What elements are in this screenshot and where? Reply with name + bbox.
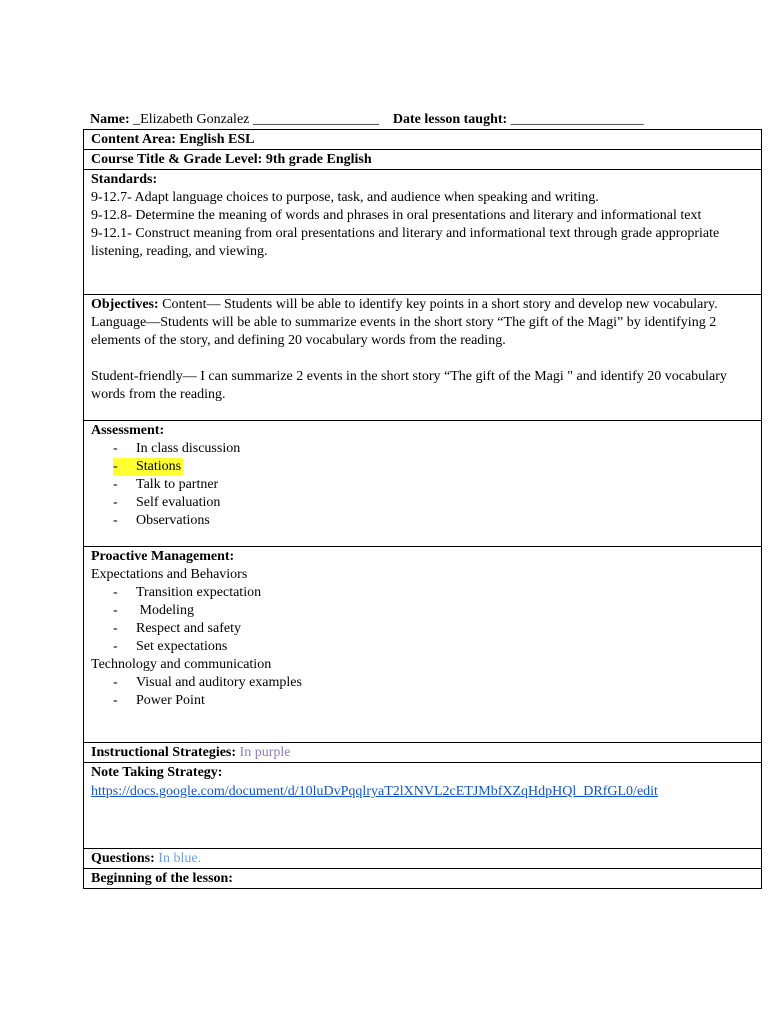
list-item: - Observations — [113, 513, 210, 528]
standard-line: 9-12.7- Adapt language choices to purpose, task, and audience when speaking and writing. — [91, 190, 599, 205]
row-course-title — [84, 150, 762, 170]
management-group-title: Expectations and Behaviors — [91, 567, 248, 582]
objectives-content — [91, 296, 754, 314]
objectives-cell — [84, 295, 762, 421]
objectives-language: Language—Students will be able to summarize events in the short story “The gift of the Magi” by identifying 2 elements of the story, and defining 20 vocabulary words from the reading. — [91, 315, 717, 348]
assessment-label: Assessment: — [91, 423, 165, 438]
list-item: - Transition expectation — [113, 585, 262, 600]
standard-line: 9-12.1- Construct meaning from oral presentations and literary and informational text through grade appropriate listening, reading, and viewing. — [91, 226, 720, 259]
assessment-list — [91, 440, 754, 530]
row-standards — [84, 170, 762, 295]
standard-line: 9-12.8- Determine the meaning of words and phrases in oral presentations and literary and informational text — [91, 208, 702, 223]
row-beginning — [84, 869, 762, 889]
objectives-label: Objectives: — [91, 297, 159, 312]
list-item: - Visual and auditory examples — [113, 675, 302, 690]
note-taking-cell — [84, 763, 762, 849]
row-content-area — [84, 130, 762, 150]
list-item: - Respect and safety — [113, 621, 241, 636]
note-taking-label: Note Taking Strategy: — [91, 765, 223, 780]
course-title: Course Title & Grade Level: 9th grade English — [84, 150, 762, 170]
row-objectives — [84, 295, 762, 421]
list-item: - In class discussion — [113, 441, 241, 456]
name-label: Name: — [90, 112, 130, 127]
list-item: - Power Point — [113, 693, 205, 708]
beginning-label: Beginning of the lesson: — [84, 869, 762, 889]
row-questions — [84, 849, 762, 869]
assessment-cell — [84, 421, 762, 547]
note-taking-link[interactable]: https://docs.google.com/document/d/10luDvPqqlryaT2lXNVL2cETJMbfXZqHdpHQl_DRfGL0/edit — [91, 784, 658, 799]
highlight-stations: Stations — [113, 458, 183, 476]
questions-label: Questions: — [91, 851, 155, 866]
instructional-label: Instructional Strategies: — [91, 745, 237, 760]
instructional-note: In purple — [239, 745, 291, 760]
management-group-title: Technology and communication — [91, 657, 272, 672]
management-list-2 — [91, 674, 754, 710]
date-label: Date lesson taught: — [392, 112, 508, 127]
management-label: Proactive Management: — [91, 549, 235, 564]
content-area: Content Area: English ESL — [84, 130, 762, 150]
list-item: - Modeling — [113, 603, 194, 618]
date-value: ___________________ — [507, 112, 644, 127]
row-assessment — [84, 421, 762, 547]
questions-note: In blue. — [158, 851, 202, 866]
instructional-cell — [84, 743, 762, 763]
standards-cell — [84, 170, 762, 295]
lesson-plan-table — [83, 129, 762, 889]
row-instructional — [84, 743, 762, 763]
list-item: - Talk to partner — [113, 477, 219, 492]
row-note-taking — [84, 763, 762, 849]
objectives-content-text: Content— Students will be able to identify key points in a short story and develop new vocabulary. — [158, 297, 718, 312]
management-cell — [84, 547, 762, 743]
header-line — [90, 111, 760, 129]
objectives-student-friendly: Student-friendly— I can summarize 2 events in the short story “The gift of the Magi " and identify 20 vocabulary words from the reading. — [91, 369, 727, 402]
list-item-highlighted: - Stations — [113, 459, 182, 474]
name-value: _Elizabeth Gonzalez __________________ — [129, 112, 379, 127]
management-list-1 — [91, 584, 754, 656]
questions-cell — [84, 849, 762, 869]
list-item: - Self evaluation — [113, 495, 221, 510]
standards-label: Standards: — [91, 172, 158, 187]
row-management — [84, 547, 762, 743]
list-item: - Set expectations — [113, 639, 228, 654]
